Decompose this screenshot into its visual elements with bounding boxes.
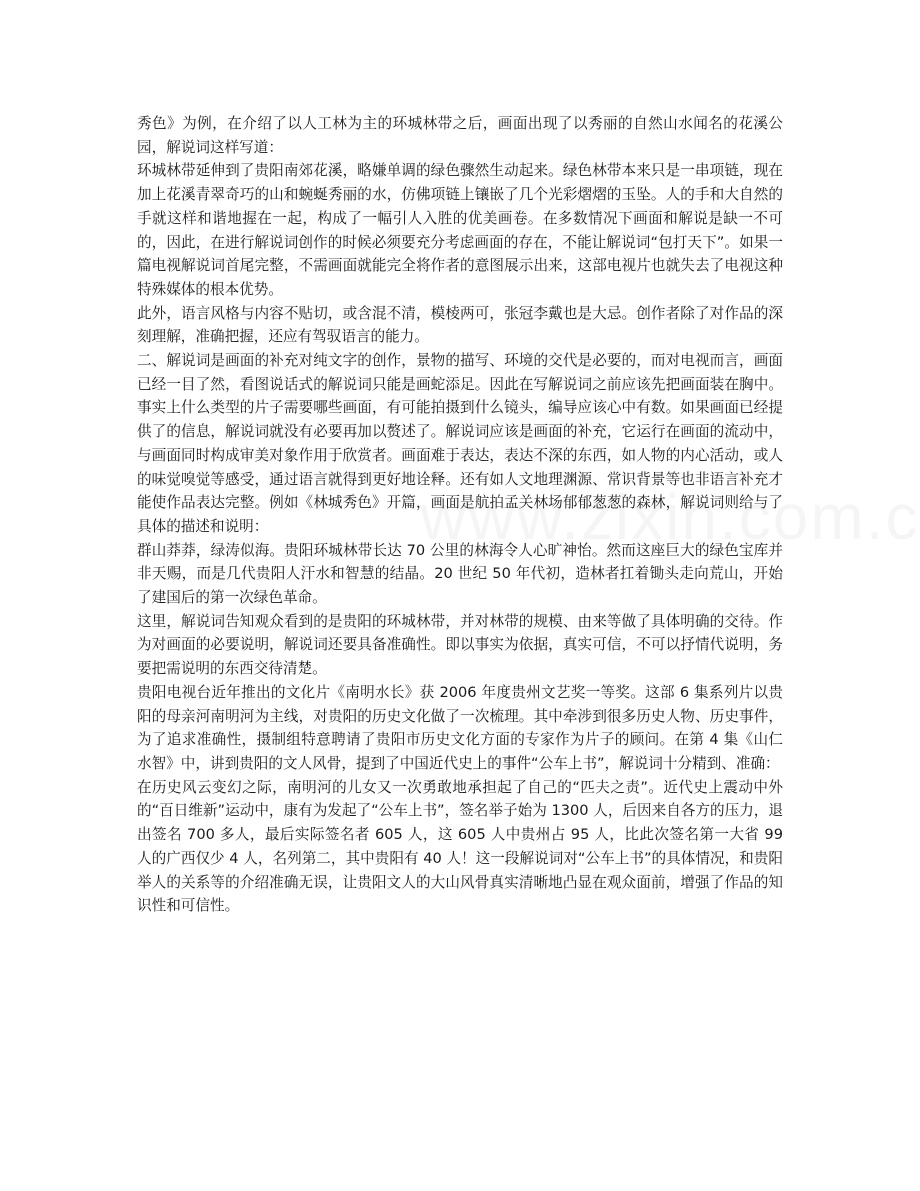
paragraph-1: 秀色》为例，在介绍了以人工林为主的环城林带之后，画面出现了以秀丽的自然山水闻名的花溪公园，解说词这样写道： (137, 115, 783, 156)
document-body (137, 112, 783, 918)
paragraph-3: 此外，语言风格与内容不贴切，或含混不清，模棱两可，张冠李戴也是大忌。创作者除了对作品的深刻理解，准确把握，还应有驾驭语言的能力。 (137, 304, 783, 346)
paragraph-8: 在历史风云变幻之际，南明河的儿女又一次勇敢地承担起了自己的“匹夫之责”。近代史上震动中外的“百日维新”运动中，康有为发起了“公车上书”，签名举子始为 1300 人，后因来自各方的压力，退出签名 700 多人，最后实际签名者 605 人，这 605 人中贵州占 95 人，比此次签名第一大省 99 人的广西仅少 4 人，名列第二，其中贵阳有 40 人！这一段解说词对“公车上书”的具体情况，和贵阳举人的关系等的介绍准确无误，让贵阳文人的大山风骨真实清晰地凸显在观众面前，增强了作品的知识性和可信性。 (137, 778, 783, 915)
paragraph-4: 二、解说词是画面的补充对纯文字的创作，景物的描写、环境的交代是必要的，而对电视而言，画面已经一目了然，看图说话式的解说词只能是画蛇添足。因此在写解说词之前应该先把画面装在胸中。事实上什么类型的片子需要哪些画面，有可能拍摄到什么镜头，编导应该心中有数。如果画面已经提供了的信息，解说词就没有必要再加以赘述了。解说词应该是画面的补充，它运行在画面的流动中，与画面同时构成审美对象作用于欣赏者。画面难于表达，表达不深的东西，如人物的内心活动，或人的味觉嗅觉等感受，通过语言就得到更好地诠释。还有如人文地理渊源、常识背景等也非语言补充才能使作品表达完整。例如《林城秀色》开篇，画面是航拍孟关林场郁郁葱葱的森林，解说词则给与了具体的描述和说明： (137, 352, 783, 535)
paragraph-6: 这里，解说词告知观众看到的是贵阳的环城林带，并对林带的规模、由来等做了具体明确的交待。作为对画面的必要说明，解说词还要具备准确性。即以事实为依据，真实可信，不可以抒情代说明，务要把需说明的东西交待清楚。 (137, 612, 783, 678)
paragraph-2: 环城林带延伸到了贵阳南郊花溪，略嫌单调的绿色骤然生动起来。绿色林带本来只是一串项链，现在加上花溪青翠奇巧的山和蜿蜒秀丽的水，仿佛项链上镶嵌了几个光彩熠熠的玉坠。人的手和大自然的手就这样和谐地握在一起，构成了一幅引人入胜的优美画卷。在多数情况下画面和解说是缺一不可的，因此，在进行解说词创作的时候必须要充分考虑画面的存在，不能让解说词“包打天下”。如果一篇电视解说词首尾完整，不需画面就能完全将作者的意图展示出来，这部电视片也就失去了电视这种特殊媒体的根本优势。 (137, 162, 784, 298)
paragraph-5: 群山莽莽，绿涛似海。贵阳环城林带长达 70 公里的林海令人心旷神怡。然而这座巨大的绿色宝库并非天赐，而是几代贵阳人汗水和智慧的结晶。20 世纪 50 年代初，造林者扛着锄头走向荒山，开始了建国后的第一次绿色革命。 (137, 541, 783, 607)
paragraph-7: 贵阳电视台近年推出的文化片《南明水长》获 2006 年度贵州文艺奖一等奖。这部 6 集系列片以贵阳的母亲河南明河为主线，对贵阳的历史文化做了一次梳理。其中牵涉到很多历史人物、历史事件，为了追求准确性，摄制组特意聘请了贵阳市历史文化方面的专家作为片子的顾问。在第 4 集《山仁水智》中，讲到贵阳的文人风骨，提到了中国近代史上的事件“公车上书”，解说词十分精到、准确： (137, 683, 783, 772)
